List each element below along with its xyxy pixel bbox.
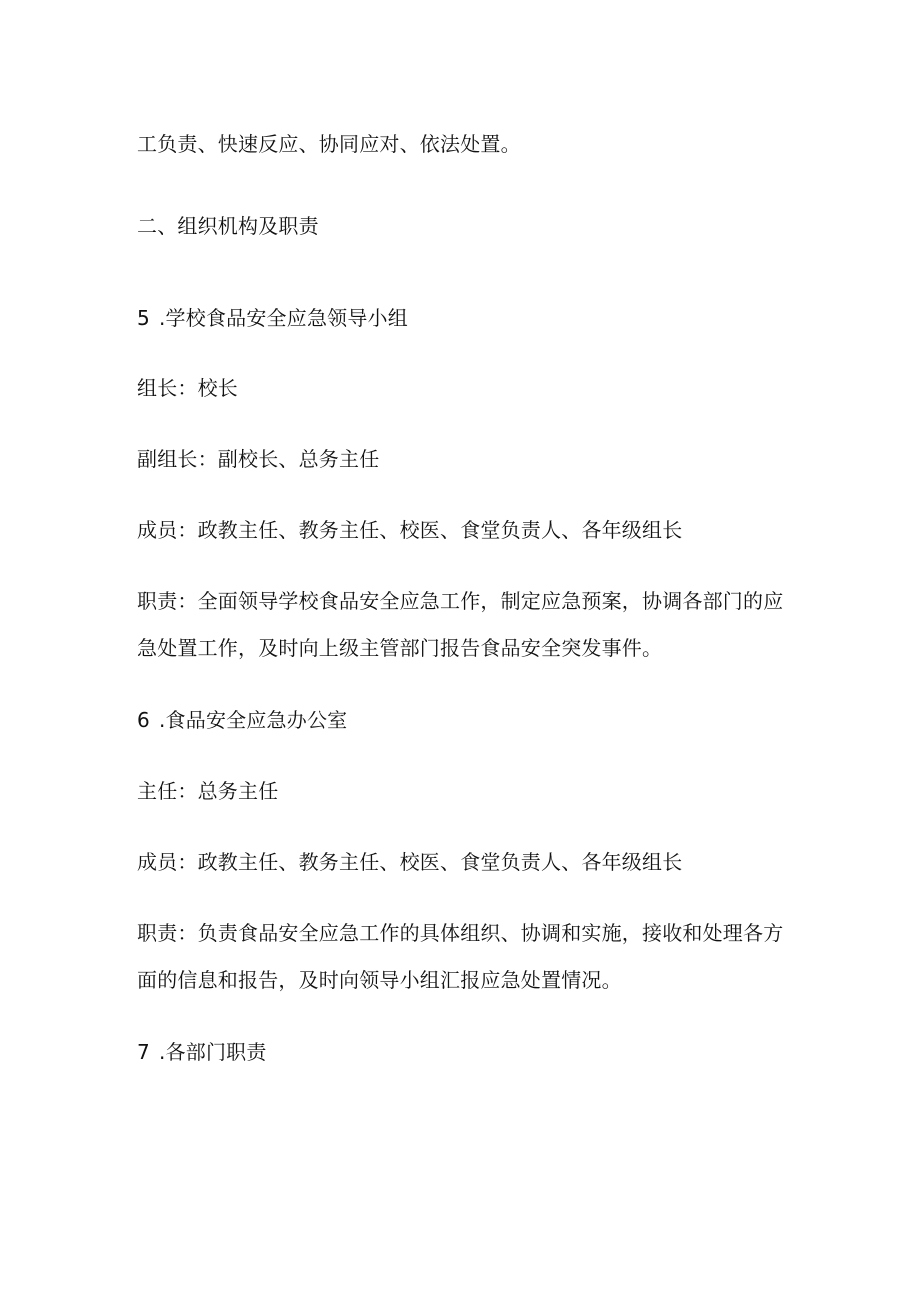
section-heading-organization: 二、组织机构及职责	[137, 214, 319, 238]
subsection-number: 7	[137, 1040, 150, 1064]
subsection-heading-leadership-group	[137, 304, 408, 332]
subsection-title: .学校食品安全应急领导小组	[159, 306, 408, 330]
subsection-title: .食品安全应急办公室	[159, 708, 348, 732]
subsection-number: 6	[137, 708, 150, 732]
director-line: 主任：总务主任	[137, 779, 279, 803]
members-line-office: 成员：政教主任、教务主任、校医、食堂负责人、各年级组长	[137, 850, 683, 874]
subsection-number: 5	[137, 306, 150, 330]
deputy-leader-line: 副组长：副校长、总务主任	[137, 447, 380, 471]
leader-line: 组长：校长	[137, 376, 238, 400]
paragraph-principles-end: 工负责、快速反应、协同应对、依法处置。	[137, 132, 521, 156]
duties-line-leadership-2: 急处置工作，及时向上级主管部门报告食品安全突发事件。	[137, 636, 663, 660]
subsection-heading-emergency-office	[137, 706, 347, 734]
members-line-leadership: 成员：政教主任、教务主任、校医、食堂负责人、各年级组长	[137, 518, 683, 542]
subsection-title: .各部门职责	[159, 1040, 267, 1064]
duties-line-office-2: 面的信息和报告，及时向领导小组汇报应急处置情况。	[137, 968, 622, 992]
duties-line-office-1: 职责：负责食品安全应急工作的具体组织、协调和实施，接收和处理各方	[137, 921, 784, 945]
duties-line-leadership-1: 职责：全面领导学校食品安全应急工作，制定应急预案，协调各部门的应	[137, 589, 784, 613]
subsection-heading-department-duties	[137, 1038, 267, 1066]
